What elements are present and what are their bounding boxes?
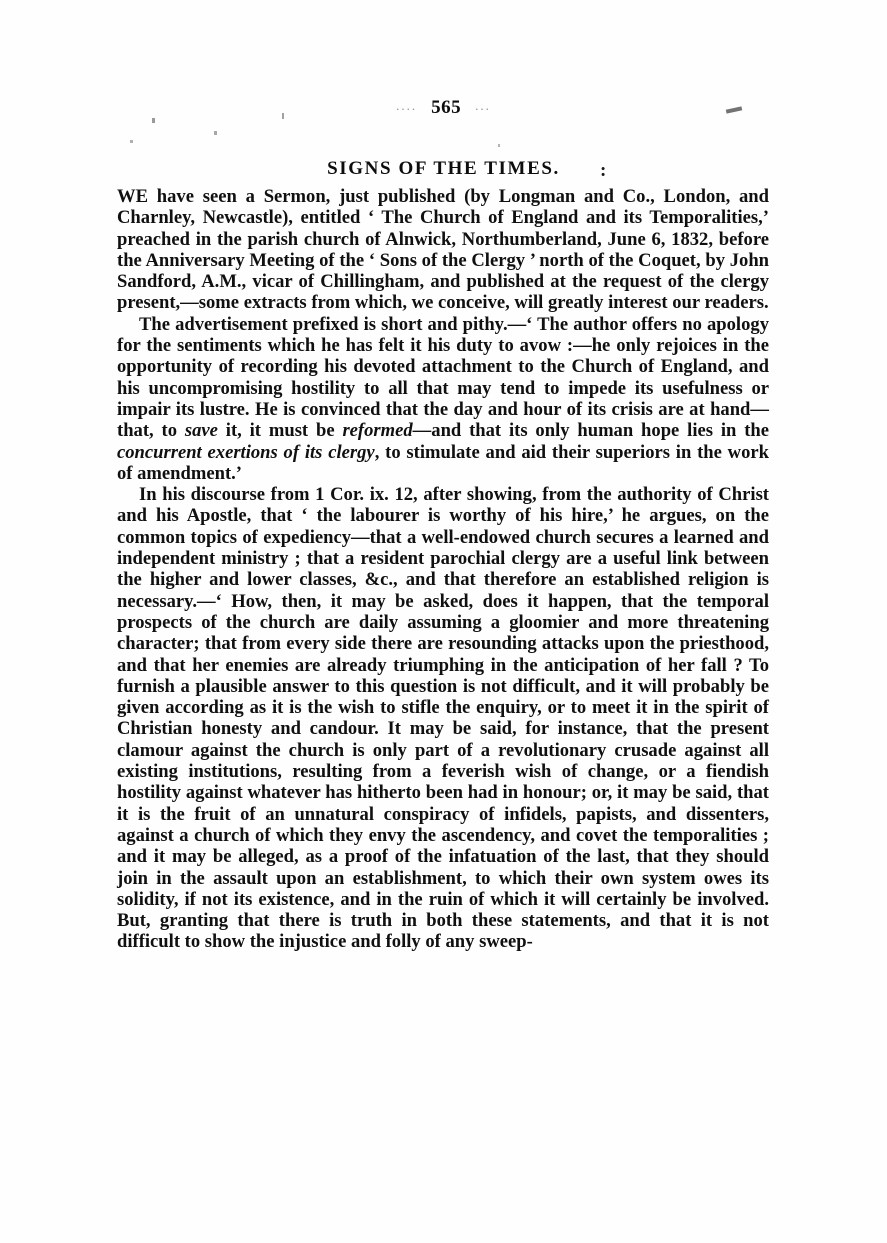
- title-trailing-mark: :: [600, 160, 607, 181]
- paragraph-2: [117, 314, 769, 484]
- paragraph-2-text-part-1: The advertisement prefixed is short and pithy.—‘ The author offers no apology for the sentiments which he has felt it his duty to avow :—he only rejoices in the opportunity of recording his devoted attachment to the Church of England, and his uncompromising hostility to all that may tend to impede its usefulness or impair its lustre. He is convinced that the day and hour of its crisis are at hand—that, to: [117, 313, 769, 442]
- paragraph-3-text: In his discourse from 1 Cor. ix. 12, after showing, from the authority of Christ and his Apostle, that ‘ the labourer is worthy of his hire,’ he argues, on the common topics of expediency—that a well-endowed church secures a learned and independent ministry ; that a resident parochial clergy are a useful link between the higher and lower classes, &c., and that therefore an established religion is necessary.—‘ How, then, it may be asked, does it happen, that the temporal prospects of the church are daily assuming a gloomier and more threatening character; that from every side there are resounding attacks upon the priesthood, and that her enemies are already triumphing in the anticipation of her fall ? To furnish a plausible answer to this question is not difficult, and it will probably be given according as it is the wish to stifle the enquiry, or to meet it in the spirit of Christian honesty and candour. It may be said, for instance, that the present clamour against the church is only part of a revolutionary crusade against all existing institutions, resulting from a feverish wish of change, or a fiendish hostility against whatever has hitherto been had in honour; or, it may be said, that it is the fruit of an unnatural conspiracy of infidels, papists, and dissenters, against a church of which they envy the ascendency, and covet the temporalities ; and it may be alleged, as a proof of the infatuation of the last, that they should join in the assault upon an establishment, to which their own system owes its solidity, if not its existence, and in the ruin of which it will certainly be involved. But, granting that there is truth in both these statements, and that it is not difficult to show the injustice and folly of any sweep-: [117, 484, 769, 953]
- emphasis-concurrent-exertions: concurrent exertions of its clergy: [117, 441, 375, 463]
- article-body: [117, 186, 769, 953]
- article-title: SIGNS OF THE TIMES.: [327, 158, 560, 179]
- page-number-header: [0, 97, 887, 119]
- folio-left-speckle: ....: [396, 98, 418, 113]
- paragraph-2-text-part-2: it, it must be: [217, 420, 343, 442]
- paragraph-2-text-part-3: —and that its only human hope lies in the: [412, 420, 769, 442]
- folio-right-speckle: ...: [475, 98, 491, 113]
- emphasis-reformed: reformed: [342, 420, 413, 442]
- scan-speckle: [152, 118, 155, 123]
- emphasis-save: save: [184, 420, 218, 442]
- scan-speckle: [130, 140, 133, 143]
- paragraph-1-text: have seen a Sermon, just published (by Longman and Co., London, and Charnley, Newcastle), entitled ‘ The Church of England and its Temporalities,’ preached in the parish church of Alnwick, Northumberland, June 6, 1832, before the Anniversary Meeting of the ‘ Sons of the Clergy ’ north of the Coquet, by John Sandford, A.M., vicar of Chillingham, and published at the request of the clergy present,—some extracts from which, we conceive, will greatly interest our readers.: [117, 186, 769, 314]
- paragraph-1: [117, 186, 769, 314]
- scan-speckle: [498, 144, 500, 147]
- paragraph-3: [117, 484, 769, 953]
- scan-speckle: [214, 131, 217, 135]
- paragraph-2-text-part-4: , to stimulate and aid their superiors in the work of amendment.’: [117, 441, 769, 484]
- dropcap-smallcaps-we: WE: [117, 186, 148, 207]
- scan-speckle: [282, 113, 284, 119]
- page-number: 565: [431, 97, 462, 118]
